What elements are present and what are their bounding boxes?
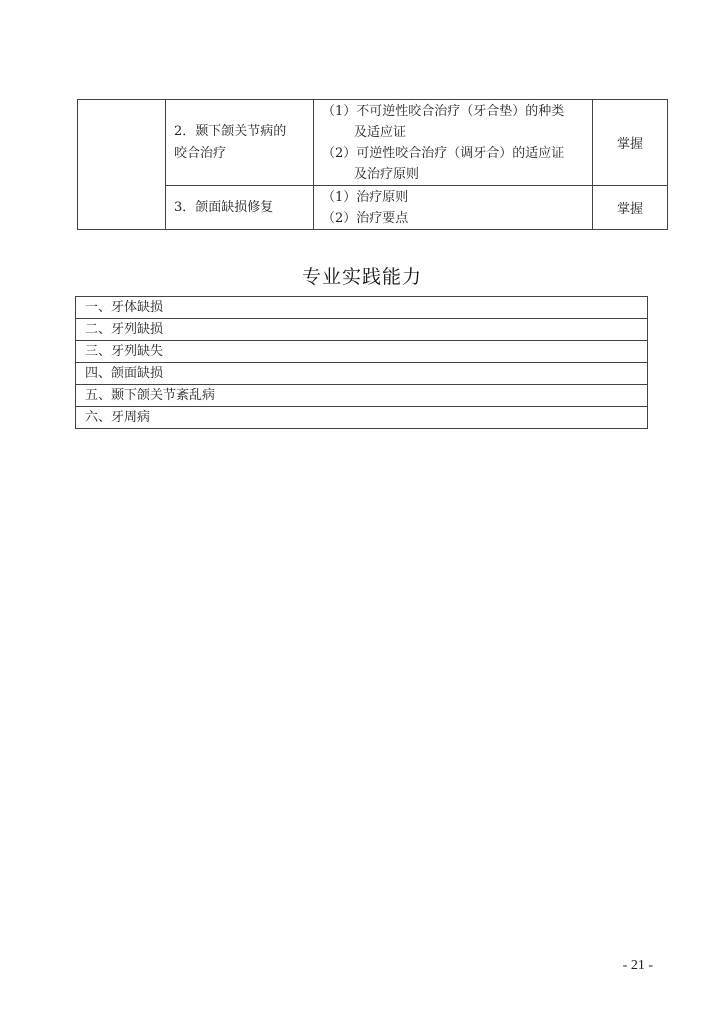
section-cell [78, 100, 166, 230]
table-row [76, 363, 648, 385]
content-line: 及适应证 [354, 124, 407, 140]
list-item: 一、牙体缺损 [76, 297, 648, 319]
table-row [76, 407, 648, 429]
level-cell: 掌握 [593, 186, 668, 230]
list-item: 六、牙周病 [76, 407, 648, 429]
table-row [78, 186, 668, 230]
table-row [76, 297, 648, 319]
list-item: 四、颌面缺损 [76, 363, 648, 385]
topic-line: 3．颌面缺损修复 [174, 199, 274, 215]
level-cell: 掌握 [593, 100, 668, 186]
list-item: 三、牙列缺失 [76, 341, 648, 363]
table-row [76, 341, 648, 363]
section-title: 专业实践能力 [301, 266, 422, 288]
content-line: （1）不可逆性咬合治疗（牙合垫）的种类 [322, 103, 565, 119]
topic-line: 2．颞下颌关节病的 [174, 123, 287, 139]
list-item: 五、颞下颌关节紊乱病 [76, 385, 648, 407]
content-cell [314, 186, 593, 230]
table-row [76, 385, 648, 407]
page-number: - 21 - [622, 958, 653, 973]
topic-cell [166, 100, 314, 186]
content-line: （2）治疗要点 [322, 210, 409, 226]
topic-cell [166, 186, 314, 230]
practice-table [75, 296, 648, 429]
table-row [78, 100, 668, 186]
list-item: 二、牙列缺损 [76, 319, 648, 341]
table-row [76, 319, 648, 341]
content-cell [314, 100, 593, 186]
content-line: （2）可逆性咬合治疗（调牙合）的适应证 [322, 145, 565, 161]
syllabus-table [77, 99, 668, 230]
content-line: 及治疗原则 [354, 166, 420, 182]
topic-line: 咬合治疗 [174, 145, 227, 161]
content-line: （1）治疗原则 [322, 189, 409, 205]
